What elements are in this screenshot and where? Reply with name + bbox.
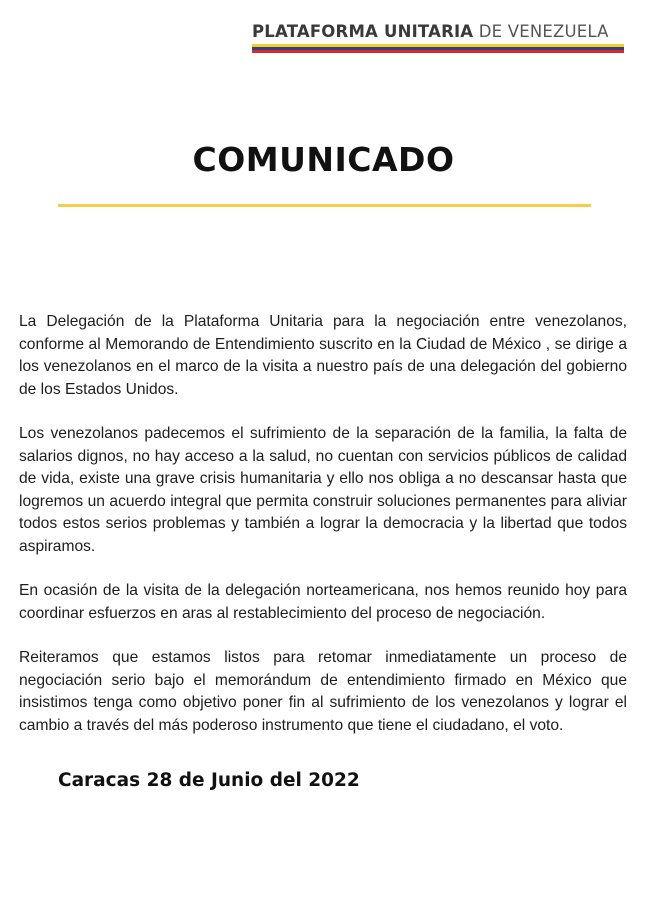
organization-logo xyxy=(252,22,624,58)
flag-stripe-red xyxy=(252,50,624,53)
communique-body xyxy=(19,311,627,759)
page-title: COMUNICADO xyxy=(192,140,455,179)
place-and-date: Caracas 28 de Junio del 2022 xyxy=(58,770,360,791)
logo-text-light: DE VENEZUELA xyxy=(473,22,609,41)
logo-text-bold: PLATAFORMA UNITARIA xyxy=(252,22,474,41)
paragraph-4: Reiteramos que estamos listos para retomar inmediatamente un proceso de negociación serio bajo el memorándum de entendimiento firmado en México que insistimos tenga como objetivo poner fin al sufrimiento de los venezolanos y lograr el cambio a través del más poderoso instrumento que tiene el ciudadano, el voto. xyxy=(19,649,627,734)
title-underline xyxy=(58,204,591,207)
paragraph-1: La Delegación de la Plataforma Unitaria para la negociación entre venezolanos, conforme al Memorando de Entendimiento suscrito en la Ciudad de México , se dirige a los venezolanos en el marco de la visita a nuestro país de una delegación del gobierno de los Estados Unidos. xyxy=(19,313,627,398)
logo-wordmark xyxy=(252,22,609,42)
paragraph-3: En ocasión de la visita de la delegación norteamericana, nos hemos reunido hoy para coordinar esfuerzos en aras al restablecimiento del proceso de negociación. xyxy=(19,582,627,622)
paragraph-2: Los venezolanos padecemos el sufrimiento de la separación de la familia, la falta de salarios dignos, no hay acceso a la salud, no cuentan con servicios públicos de calidad de vida, existe una grave crisis humanitaria y ello nos obliga a no descansar hasta que logremos un acuerdo integral que permita construir soluciones permanentes para aliviar todos estos serios problemas y también a lograr la democracia y la libertad que todos aspiramos. xyxy=(19,425,627,555)
